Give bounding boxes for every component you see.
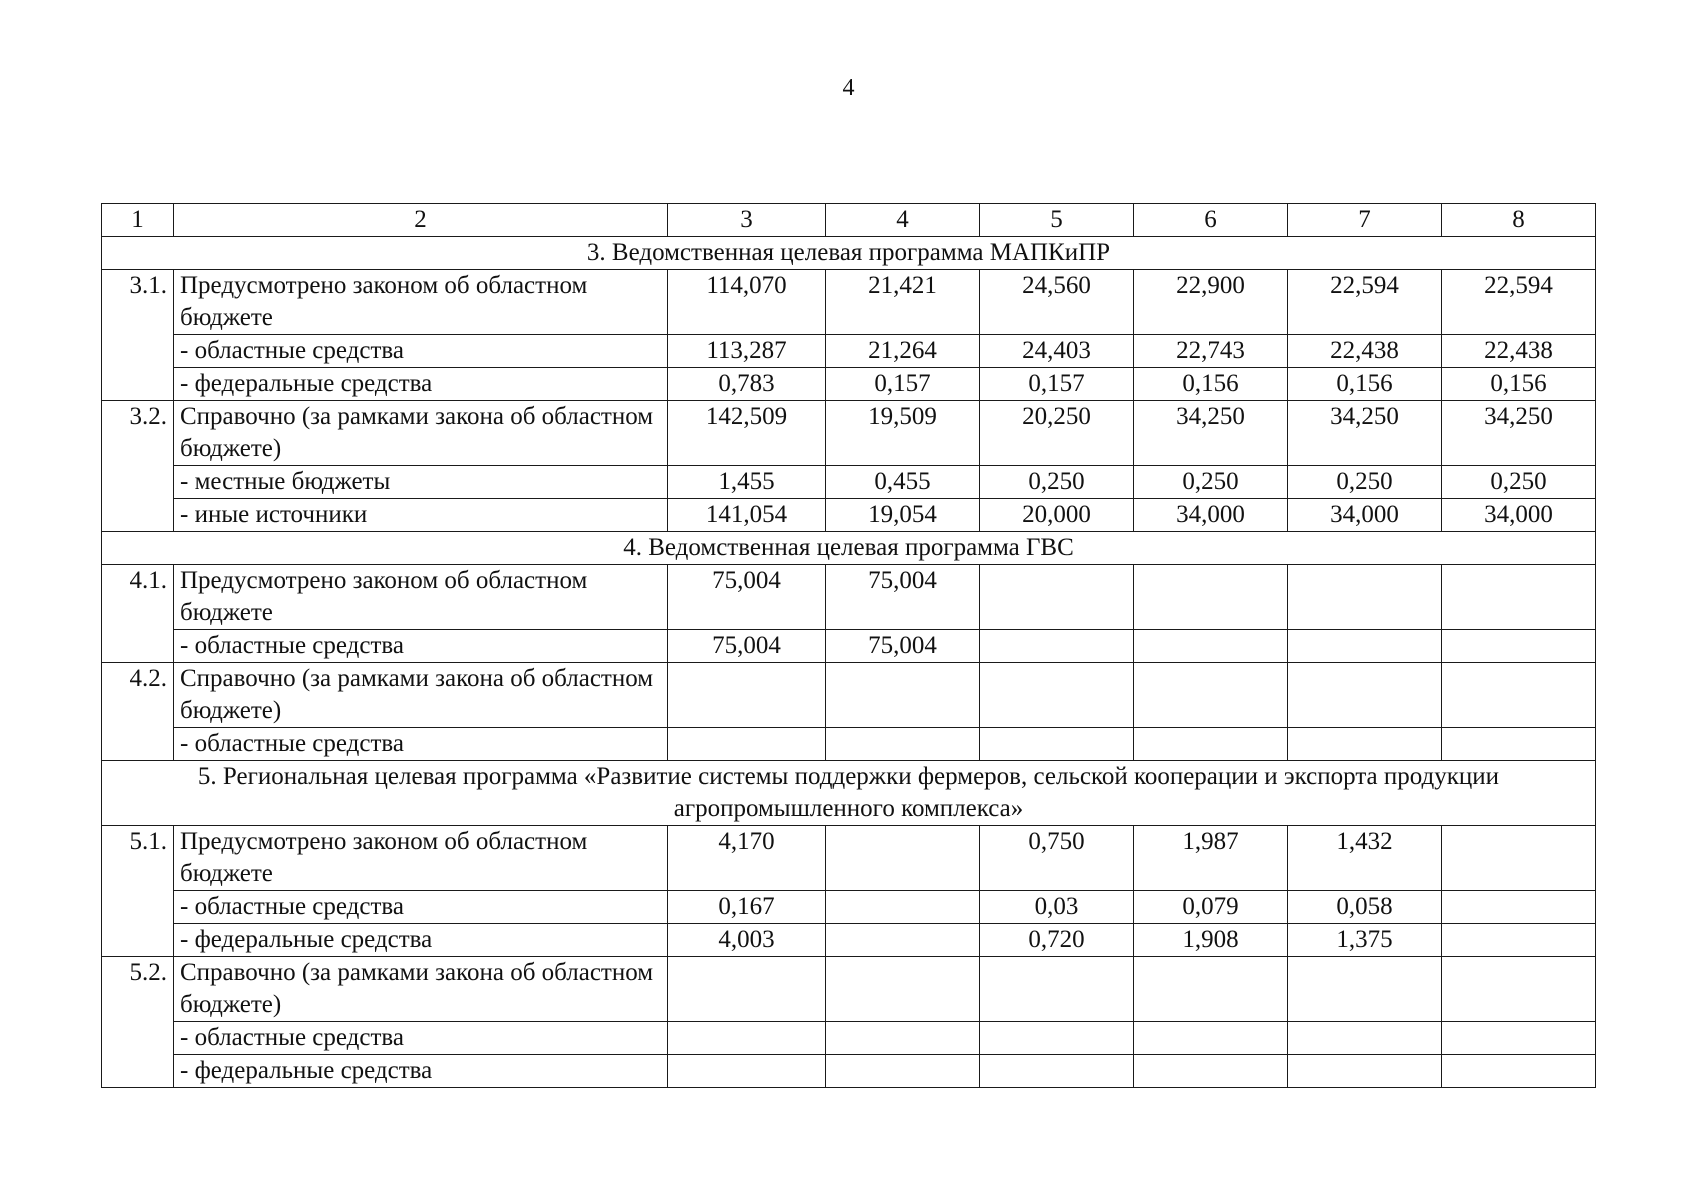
cell-value [1442, 565, 1596, 630]
cell-value [1442, 826, 1596, 891]
column-number: 7 [1288, 204, 1442, 237]
cell-value: 34,250 [1442, 401, 1596, 466]
row-description: Предусмотрено законом об областном бюджете [174, 826, 668, 891]
row-description: Предусмотрено законом об областном бюджете [174, 270, 668, 335]
cell-value: 34,250 [1288, 401, 1442, 466]
cell-value: 1,375 [1288, 924, 1442, 957]
section-title: 5. Региональная целевая программа «Развитие системы поддержки фермеров, сельской кооперации и экспорта продукции агропромышленного комплекса» [102, 761, 1596, 826]
row-description: - областные средства [174, 335, 668, 368]
budget-table [101, 203, 1596, 1088]
row-description: Справочно (за рамками закона об областном бюджете) [174, 663, 668, 728]
cell-value: 20,250 [980, 401, 1134, 466]
cell-value: 19,509 [826, 401, 980, 466]
cell-value: 1,455 [668, 466, 826, 499]
cell-value: 141,054 [668, 499, 826, 532]
cell-value: 0,250 [1442, 466, 1596, 499]
cell-value: 0,750 [980, 826, 1134, 891]
cell-value [980, 1022, 1134, 1055]
cell-value: 22,743 [1134, 335, 1288, 368]
cell-value [1288, 957, 1442, 1022]
column-number-row [102, 204, 1596, 237]
row-description: - областные средства [174, 630, 668, 663]
cell-value [826, 663, 980, 728]
table-row [102, 401, 1596, 466]
cell-value [1134, 957, 1288, 1022]
cell-value: 22,900 [1134, 270, 1288, 335]
table-row [102, 630, 1596, 663]
cell-value [980, 630, 1134, 663]
cell-value: 22,438 [1288, 335, 1442, 368]
row-number: 5.1. [102, 826, 174, 957]
table-row [102, 368, 1596, 401]
cell-value [980, 663, 1134, 728]
cell-value: 0,167 [668, 891, 826, 924]
cell-value: 34,000 [1288, 499, 1442, 532]
column-number: 8 [1442, 204, 1596, 237]
cell-value: 75,004 [668, 565, 826, 630]
cell-value: 24,560 [980, 270, 1134, 335]
cell-value [1442, 630, 1596, 663]
cell-value: 0,157 [826, 368, 980, 401]
cell-value: 75,004 [668, 630, 826, 663]
cell-value [668, 728, 826, 761]
column-number: 3 [668, 204, 826, 237]
row-description: - областные средства [174, 728, 668, 761]
column-number: 5 [980, 204, 1134, 237]
table-row [102, 499, 1596, 532]
cell-value [826, 826, 980, 891]
cell-value: 0,156 [1288, 368, 1442, 401]
cell-value: 21,264 [826, 335, 980, 368]
cell-value [1442, 1055, 1596, 1088]
section-header-row [102, 761, 1596, 826]
cell-value: 1,432 [1288, 826, 1442, 891]
cell-value [1134, 663, 1288, 728]
row-description: - иные источники [174, 499, 668, 532]
cell-value: 20,000 [980, 499, 1134, 532]
section-title: 4. Ведомственная целевая программа ГВС [102, 532, 1596, 565]
cell-value: 75,004 [826, 565, 980, 630]
table-row [102, 663, 1596, 728]
row-number: 5.2. [102, 957, 174, 1088]
cell-value [980, 957, 1134, 1022]
table-row [102, 466, 1596, 499]
row-description: - федеральные средства [174, 924, 668, 957]
cell-value: 19,054 [826, 499, 980, 532]
row-number: 4.1. [102, 565, 174, 663]
cell-value [1288, 630, 1442, 663]
table-row [102, 1022, 1596, 1055]
table-row [102, 270, 1596, 335]
cell-value: 0,250 [980, 466, 1134, 499]
table-row [102, 565, 1596, 630]
column-number: 2 [174, 204, 668, 237]
cell-value [668, 1022, 826, 1055]
cell-value [826, 1055, 980, 1088]
table-row [102, 826, 1596, 891]
cell-value: 34,000 [1134, 499, 1288, 532]
table-row [102, 335, 1596, 368]
cell-value: 1,987 [1134, 826, 1288, 891]
cell-value [980, 565, 1134, 630]
row-description: - областные средства [174, 1022, 668, 1055]
cell-value [826, 891, 980, 924]
cell-value: 0,03 [980, 891, 1134, 924]
cell-value: 0,058 [1288, 891, 1442, 924]
cell-value: 113,287 [668, 335, 826, 368]
cell-value: 0,720 [980, 924, 1134, 957]
row-description: Справочно (за рамками закона об областном бюджете) [174, 957, 668, 1022]
page-number: 4 [842, 75, 855, 101]
row-description: - федеральные средства [174, 1055, 668, 1088]
cell-value [1442, 1022, 1596, 1055]
cell-value [1288, 1022, 1442, 1055]
cell-value [668, 1055, 826, 1088]
section-header-row [102, 237, 1596, 270]
table-row [102, 957, 1596, 1022]
cell-value: 4,170 [668, 826, 826, 891]
cell-value: 0,157 [980, 368, 1134, 401]
cell-value [1288, 663, 1442, 728]
cell-value [1442, 957, 1596, 1022]
table-row [102, 924, 1596, 957]
column-number: 6 [1134, 204, 1288, 237]
cell-value: 1,908 [1134, 924, 1288, 957]
cell-value: 142,509 [668, 401, 826, 466]
row-number: 3.1. [102, 270, 174, 401]
row-description: Справочно (за рамками закона об областном бюджете) [174, 401, 668, 466]
cell-value [668, 957, 826, 1022]
cell-value [1134, 1055, 1288, 1088]
column-number: 4 [826, 204, 980, 237]
row-description: - местные бюджеты [174, 466, 668, 499]
cell-value [1134, 630, 1288, 663]
cell-value [826, 957, 980, 1022]
cell-value: 75,004 [826, 630, 980, 663]
table-row [102, 891, 1596, 924]
cell-value [980, 728, 1134, 761]
cell-value: 114,070 [668, 270, 826, 335]
cell-value: 0,156 [1442, 368, 1596, 401]
cell-value [1134, 565, 1288, 630]
cell-value [1288, 1055, 1442, 1088]
cell-value [826, 728, 980, 761]
cell-value: 0,783 [668, 368, 826, 401]
cell-value: 0,250 [1134, 466, 1288, 499]
cell-value: 21,421 [826, 270, 980, 335]
cell-value [1442, 891, 1596, 924]
cell-value: 0,156 [1134, 368, 1288, 401]
cell-value: 22,594 [1442, 270, 1596, 335]
cell-value: 0,079 [1134, 891, 1288, 924]
cell-value: 34,000 [1442, 499, 1596, 532]
cell-value: 0,250 [1288, 466, 1442, 499]
cell-value [1134, 728, 1288, 761]
cell-value [1442, 728, 1596, 761]
row-number: 4.2. [102, 663, 174, 761]
cell-value [1288, 565, 1442, 630]
section-header-row [102, 532, 1596, 565]
cell-value: 0,455 [826, 466, 980, 499]
table-row [102, 1055, 1596, 1088]
cell-value: 24,403 [980, 335, 1134, 368]
row-number: 3.2. [102, 401, 174, 532]
cell-value: 34,250 [1134, 401, 1288, 466]
table-row [102, 728, 1596, 761]
row-description: Предусмотрено законом об областном бюджете [174, 565, 668, 630]
row-description: - областные средства [174, 891, 668, 924]
cell-value: 4,003 [668, 924, 826, 957]
cell-value [826, 924, 980, 957]
cell-value [1442, 924, 1596, 957]
cell-value [826, 1022, 980, 1055]
cell-value: 22,594 [1288, 270, 1442, 335]
cell-value [1134, 1022, 1288, 1055]
row-description: - федеральные средства [174, 368, 668, 401]
cell-value [668, 663, 826, 728]
section-title: 3. Ведомственная целевая программа МАПКиПР [102, 237, 1596, 270]
cell-value [1442, 663, 1596, 728]
cell-value: 22,438 [1442, 335, 1596, 368]
cell-value [980, 1055, 1134, 1088]
column-number: 1 [102, 204, 174, 237]
cell-value [1288, 728, 1442, 761]
